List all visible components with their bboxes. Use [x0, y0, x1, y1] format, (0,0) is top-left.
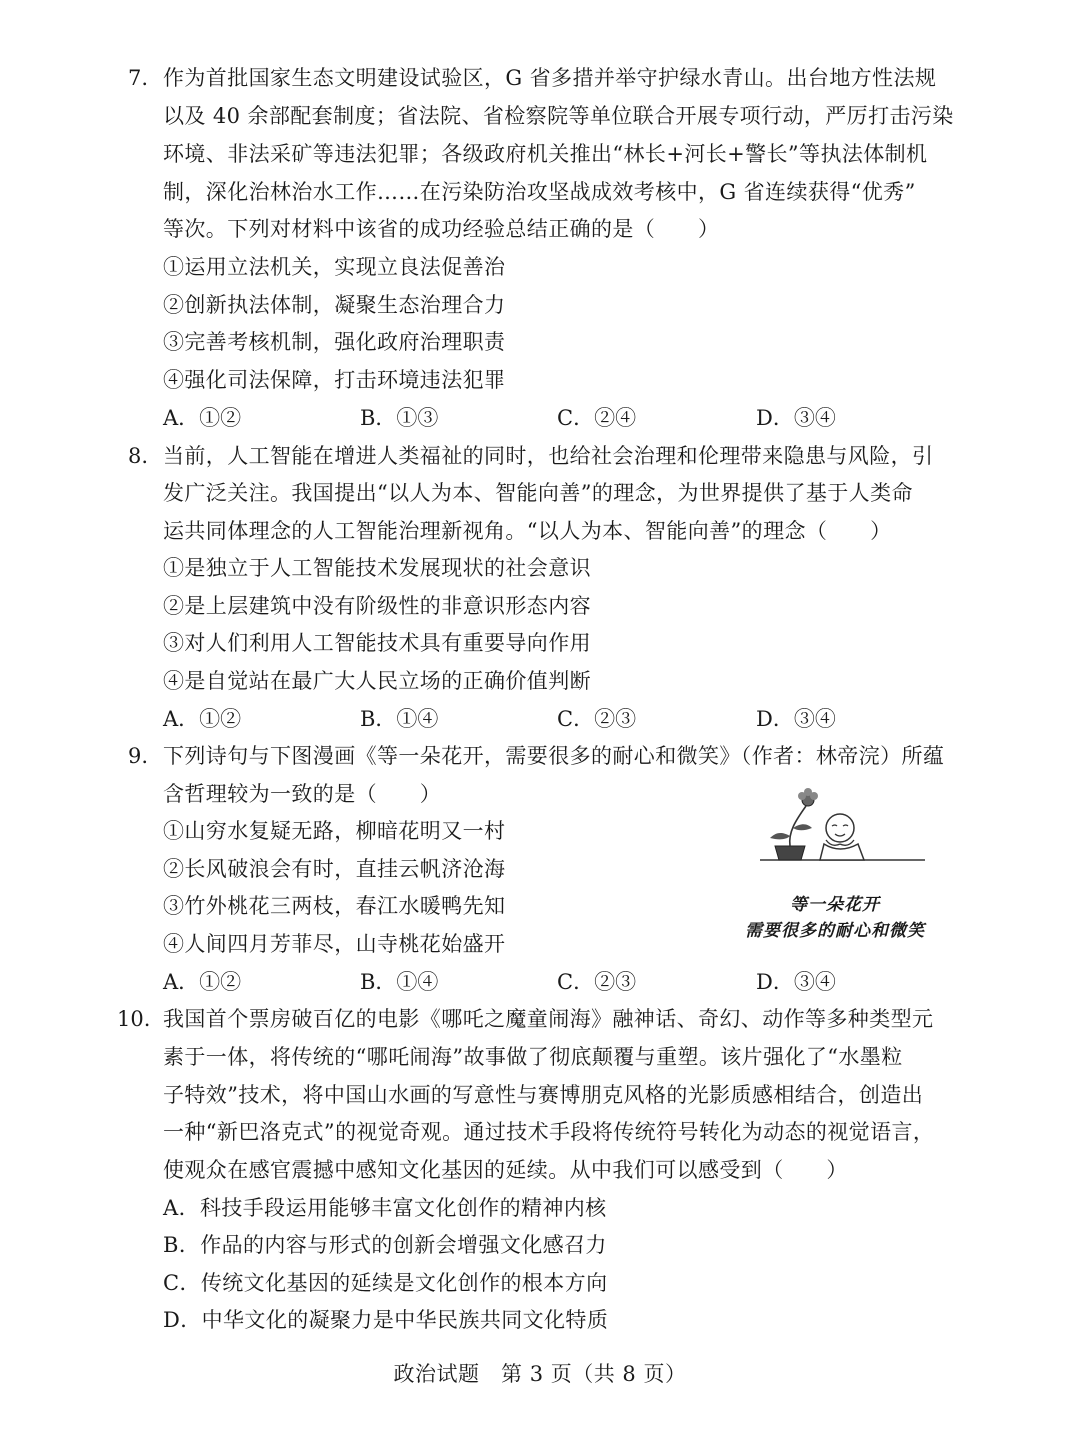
choice-a[interactable]: A．①②	[163, 970, 242, 994]
cartoon-caption-line: 等一朵花开	[790, 895, 880, 915]
question-number: 10.	[117, 1007, 151, 1031]
choice-d[interactable]: D．③④	[756, 707, 836, 731]
question-stem-line: 等次。下列对材料中该省的成功经验总结正确的是（ ）	[163, 217, 720, 241]
choice-c[interactable]: C．②③	[557, 970, 637, 994]
statement-item: ②是上层建筑中没有阶级性的非意识形态内容	[163, 594, 591, 618]
statement-item: ①山穷水复疑无路，柳暗花明又一村	[163, 819, 506, 843]
statement-item: ②长风破浪会有时，直挂云帆济沧海	[163, 857, 506, 881]
question-stem-line: 运共同体理念的人工智能治理新视角。“以人为本、智能向善”的理念（ ）	[163, 519, 892, 543]
question-stem-line: 当前，人工智能在增进人类福祉的同时，也给社会治理和伦理带来隐患与风险，引	[163, 444, 934, 468]
question-stem-line: 环境、非法采矿等违法犯罪；各级政府机关推出“林长+河长+警长”等执法体制机	[163, 142, 928, 166]
page-footer: 政治试题 第 3 页（共 8 页）	[393, 1362, 687, 1386]
question-stem-line: 一种“新巴洛克式”的视觉奇观。通过技术手段将传统符号转化为动态的视觉语言，	[163, 1120, 935, 1144]
choice-a[interactable]: A．科技手段运用能够丰富文化创作的精神内核	[163, 1196, 607, 1220]
choice-c[interactable]: C．②④	[557, 406, 637, 430]
question-number: 8.	[128, 444, 149, 468]
statement-item: ④人间四月芳菲尽，山寺桃花始盛开	[163, 932, 506, 956]
cartoon-caption-line: 需要很多的耐心和微笑	[745, 921, 925, 941]
question-stem-line: 下列诗句与下图漫画《等一朵花开，需要很多的耐心和微笑》（作者：林帝浣）所蕴	[163, 744, 945, 768]
statement-item: ③竹外桃花三两枝，春江水暖鸭先知	[163, 894, 506, 918]
question-stem-line: 子特效”技术，将中国山水画的写意性与赛博朋克风格的光影质感相结合，创造出	[163, 1083, 924, 1107]
statement-item: ④是自觉站在最广大人民立场的正确价值判断	[163, 669, 591, 693]
choice-c[interactable]: C．②③	[557, 707, 637, 731]
choice-b[interactable]: B．①④	[360, 970, 439, 994]
question-stem-line: 素于一体，将传统的“哪吒闹海”故事做了彻底颠覆与重塑。该片强化了“水墨粒	[163, 1045, 903, 1069]
flower-monk-drawing	[740, 782, 930, 882]
question-stem-line: 作为首批国家生态文明建设试验区，G 省多措并举守护绿水青山。出台地方性法规	[163, 66, 937, 90]
question-stem-line: 以及 40 余部配套制度；省法院、省检察院等单位联合开展专项行动，严厉打击污染	[163, 104, 954, 128]
question-stem-line: 我国首个票房破百亿的电影《哪吒之魔童闹海》融神话、奇幻、动作等多种类型元	[163, 1007, 934, 1031]
question-stem-line: 含哲理较为一致的是（ ）	[163, 782, 442, 806]
statement-item: ③完善考核机制，强化政府治理职责	[163, 330, 506, 354]
choice-b[interactable]: B．①③	[360, 406, 439, 430]
choice-b[interactable]: B．①④	[360, 707, 439, 731]
choice-b[interactable]: B．作品的内容与形式的创新会增强文化感召力	[163, 1233, 607, 1257]
statement-item: ①运用立法机关，实现立良法促善治	[163, 255, 506, 279]
question-stem-line: 制，深化治林治水工作……在污染防治攻坚战成效考核中，G 省连续获得“优秀”	[163, 180, 916, 204]
choice-d[interactable]: D．③④	[756, 970, 836, 994]
question-number: 9.	[128, 744, 149, 768]
cartoon-illustration	[740, 782, 930, 947]
statement-item: ②创新执法体制，凝聚生态治理合力	[163, 293, 506, 317]
statement-item: ③对人们利用人工智能技术具有重要导向作用	[163, 631, 591, 655]
question-number: 7.	[128, 66, 149, 90]
statement-item: ④强化司法保障，打击环境违法犯罪	[163, 368, 506, 392]
question-stem-line: 使观众在感官震撼中感知文化基因的延续。从中我们可以感受到（ ）	[163, 1158, 848, 1182]
choice-d[interactable]: D．中华文化的凝聚力是中华民族共同文化特质	[163, 1308, 609, 1332]
question-stem-line: 发广泛关注。我国提出“以人为本、智能向善”的理念，为世界提供了基于人类命	[163, 481, 913, 505]
choice-a[interactable]: A．①②	[163, 406, 242, 430]
choice-d[interactable]: D．③④	[756, 406, 836, 430]
choice-c[interactable]: C．传统文化基因的延续是文化创作的根本方向	[163, 1271, 608, 1295]
statement-item: ①是独立于人工智能技术发展现状的社会意识	[163, 556, 591, 580]
choice-a[interactable]: A．①②	[163, 707, 242, 731]
